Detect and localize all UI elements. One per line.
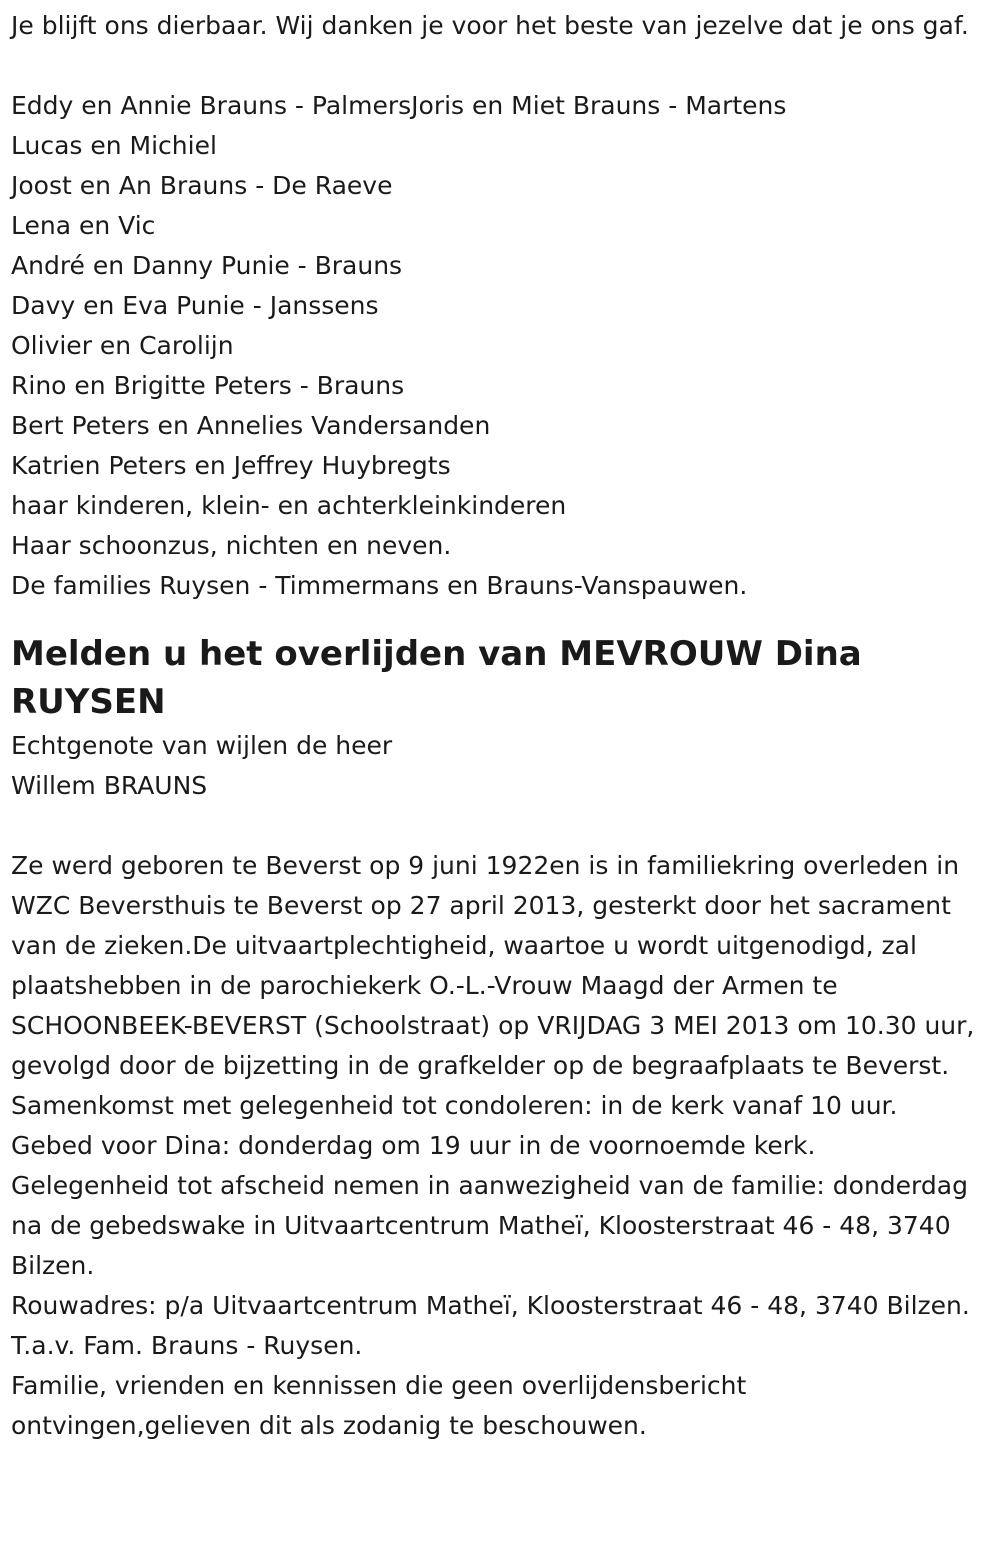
family-line: André en Danny Punie - Brauns [11, 251, 403, 280]
family-line: Rino en Brigitte Peters - Brauns [11, 371, 405, 400]
family-line: Bert Peters en Annelies Vandersanden [11, 411, 491, 440]
family-line: haar kinderen, klein- en achterkleinkinderen [11, 491, 567, 520]
mourning-address-paragraph: Rouwadres: p/a Uitvaartcentrum Matheï, Kloosterstraat 46 - 48, 3740 Bilzen. T.a.v. Fam. Brauns - Ruysen. [11, 1291, 978, 1360]
spouse-line: Willem BRAUNS [11, 771, 208, 800]
family-line: Katrien Peters en Jeffrey Huybregts [11, 451, 451, 480]
family-line: Lucas en Michiel [11, 131, 217, 160]
intro-text: Je blijft ons dierbaar. Wij danken je voor het beste van jezelve dat je ons gaf. [11, 11, 969, 40]
condolence-paragraph: Samenkomst met gelegenheid tot condoleren: in de kerk vanaf 10 uur. [11, 1091, 898, 1120]
family-list [11, 86, 990, 606]
details-block [11, 846, 990, 1446]
spouse-block [11, 726, 990, 806]
ceremony-paragraph: Ze werd geboren te Beverst op 9 juni 1922en is in familiekring overleden in WZC Beversthuis te Beverst op 27 april 2013, gesterkt door het sacrament van de zieken.De uitvaartplechtigheid, waartoe u wordt uitgenodigd, zal plaatshebben in de parochiekerk O.-L.-Vrouw Maagd der Armen te SCHOONBEEK-BEVERST (Schoolstraat) op VRIJDAG 3 MEI 2013 om 10.30 uur, gevolgd door de bijzetting in de grafkelder op de begraafplaats te Beverst. [11, 851, 983, 1080]
prayer-paragraph: Gebed voor Dina: donderdag om 19 uur in de voornoemde kerk. [11, 1131, 816, 1160]
family-line: Olivier en Carolijn [11, 331, 234, 360]
closing-paragraph: Familie, vrienden en kennissen die geen overlijdensbericht ontvingen,gelieven dit als zodanig te beschouwen. [11, 1371, 755, 1440]
family-line: Joost en An Brauns - De Raeve [11, 171, 393, 200]
announcement-heading: Melden u het overlijden van MEVROUW Dina RUYSEN [11, 634, 862, 722]
family-line: Lena en Vic [11, 211, 156, 240]
farewell-paragraph: Gelegenheid tot afscheid nemen in aanwezigheid van de familie: donderdag na de gebedswake in Uitvaartcentrum Matheï, Kloosterstraat 46 - 48, 3740 Bilzen. [11, 1171, 976, 1280]
family-line: Eddy en Annie Brauns - PalmersJoris en Miet Brauns - Martens [11, 91, 787, 120]
spacer [11, 46, 990, 86]
spouse-line: Echtgenote van wijlen de heer [11, 731, 393, 760]
family-line: Haar schoonzus, nichten en neven. [11, 531, 452, 560]
family-line: De families Ruysen - Timmermans en Brauns-Vanspauwen. [11, 571, 748, 600]
family-line: Davy en Eva Punie - Janssens [11, 291, 379, 320]
spacer [11, 806, 990, 846]
